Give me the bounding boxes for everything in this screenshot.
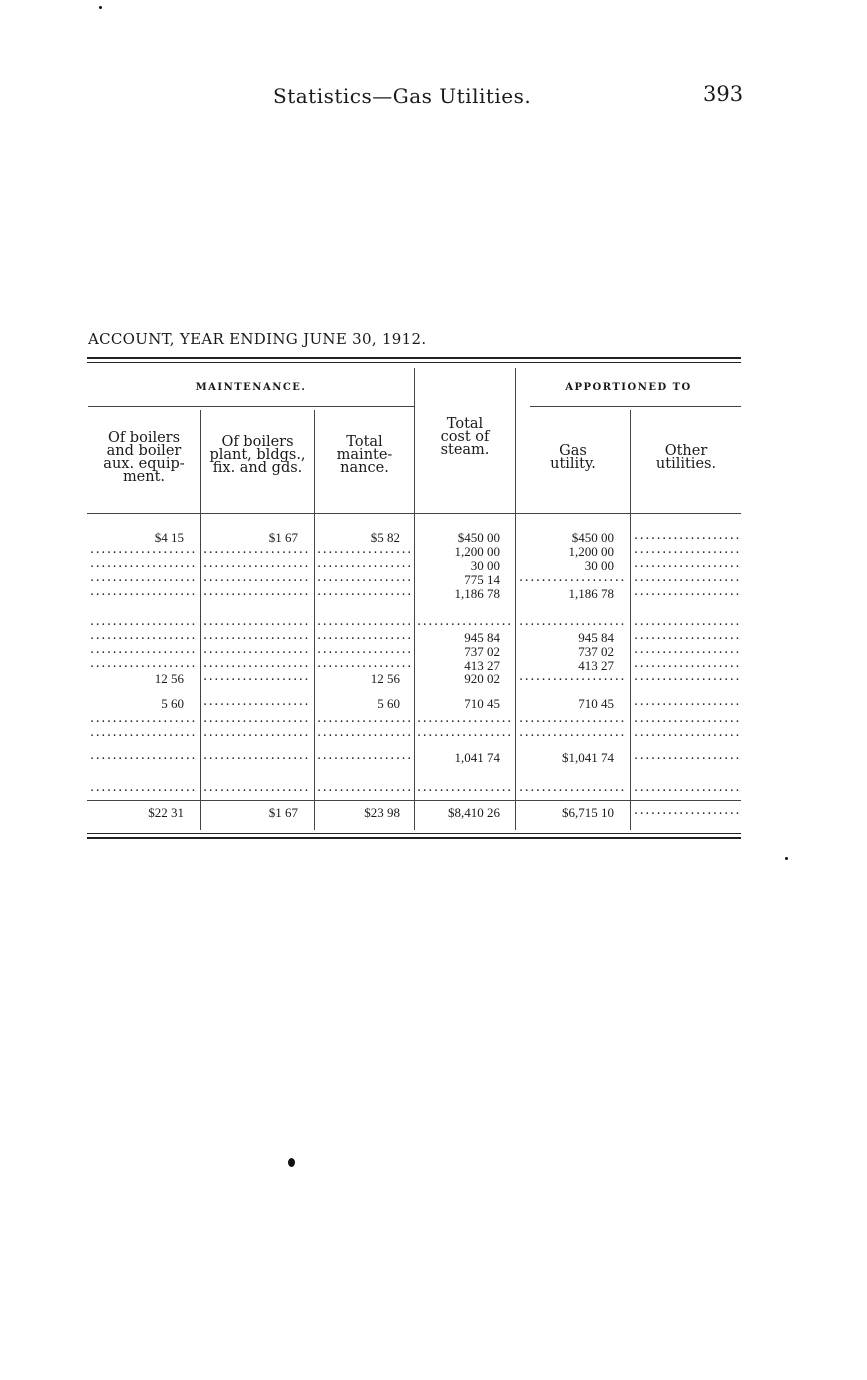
table-cell: 12 56 xyxy=(370,671,400,686)
total-cell: $22 31 xyxy=(148,805,184,820)
column-header-line: utilities. xyxy=(655,456,717,472)
leader-dots xyxy=(634,557,740,570)
leader-dots xyxy=(203,657,311,670)
leader-dots xyxy=(634,585,740,598)
table-cell: 737 02 xyxy=(578,644,614,659)
table-cell: $450 00 xyxy=(457,530,500,545)
leader-dots xyxy=(90,585,198,598)
col-rule-5 xyxy=(630,410,631,830)
total-cell: $1 67 xyxy=(268,805,298,820)
column-header-line: utility. xyxy=(550,456,596,472)
leader-dots xyxy=(317,781,412,794)
group-header-apportioned: APPORTIONED TO xyxy=(565,382,692,393)
leader-dots xyxy=(90,712,198,725)
page-number: 393 xyxy=(703,82,744,106)
leader-dots xyxy=(203,749,311,762)
leader-dots xyxy=(317,571,412,584)
leader-dots xyxy=(317,629,412,642)
leader-dots xyxy=(317,557,412,570)
leader-dots xyxy=(203,615,311,628)
table-cell: $1 67 xyxy=(268,530,298,545)
table-cell: $1,041 74 xyxy=(562,750,614,765)
leader-dots xyxy=(634,529,740,542)
column-header-c3 xyxy=(315,436,414,475)
leader-dots xyxy=(634,749,740,762)
column-header-c1 xyxy=(88,432,200,484)
table-cell: 1,200 00 xyxy=(454,544,500,559)
column-header-line: mainte- xyxy=(336,447,393,463)
leader-dots xyxy=(203,629,311,642)
apportioned-underline xyxy=(530,406,741,407)
leader-dots xyxy=(519,712,627,725)
leader-dots xyxy=(634,726,740,739)
leader-dots xyxy=(90,629,198,642)
leader-dots xyxy=(519,670,627,683)
top-rule xyxy=(87,357,741,359)
leader-dots xyxy=(317,615,412,628)
leader-dots xyxy=(203,670,311,683)
total-cell: $6,715 10 xyxy=(562,805,614,820)
leader-dots xyxy=(317,749,412,762)
leader-dots xyxy=(90,749,198,762)
total-cell: $8,410 26 xyxy=(448,805,500,820)
leader-dots xyxy=(634,629,740,642)
leader-dots xyxy=(90,657,198,670)
leader-dots xyxy=(90,543,198,556)
column-header-line: fix. and gds. xyxy=(212,460,303,476)
column-header-line: plant, bldgs., xyxy=(209,447,306,463)
leader-dots xyxy=(317,657,412,670)
leader-dots xyxy=(417,615,512,628)
group-header-maintenance: MAINTENANCE. xyxy=(195,382,307,393)
leader-dots xyxy=(317,726,412,739)
column-header-line: Of boilers xyxy=(221,434,294,450)
column-header-line: steam. xyxy=(440,442,490,458)
table-cell: 1,186 78 xyxy=(568,586,614,601)
leader-dots xyxy=(634,670,740,683)
running-head-title: Statistics—Gas Utilities. xyxy=(273,84,532,108)
table-cell: 30 00 xyxy=(470,558,500,573)
table-cell: 1,041 74 xyxy=(454,750,500,765)
leader-dots xyxy=(90,781,198,794)
leader-dots xyxy=(519,571,627,584)
column-header-line: ment. xyxy=(122,469,166,485)
leader-dots xyxy=(90,615,198,628)
leader-dots xyxy=(203,726,311,739)
leader-dots xyxy=(634,643,740,656)
leader-dots xyxy=(519,781,627,794)
table-cell: 1,186 78 xyxy=(454,586,500,601)
leader-dots xyxy=(203,712,311,725)
table-cell: 737 02 xyxy=(464,644,500,659)
column-header-line: Gas xyxy=(559,443,587,459)
column-header-line: Of boilers xyxy=(107,430,181,446)
column-header-line: Other xyxy=(664,443,708,459)
column-header-line: Total xyxy=(446,416,484,432)
column-header-line: cost of xyxy=(440,429,490,445)
table-cell: $4 15 xyxy=(154,530,184,545)
leader-dots xyxy=(634,712,740,725)
leader-dots xyxy=(634,571,740,584)
leader-dots xyxy=(634,615,740,628)
leader-dots xyxy=(634,781,740,794)
table-cell: 1,200 00 xyxy=(568,544,614,559)
bottom-rule-thin xyxy=(87,833,741,834)
table-cell: $5 82 xyxy=(370,530,400,545)
table-cell: 12 56 xyxy=(154,671,184,686)
table-cell: 413 27 xyxy=(578,658,614,673)
table-cell: 5 60 xyxy=(377,696,400,711)
leader-dots xyxy=(203,557,311,570)
leader-dots xyxy=(634,543,740,556)
table-cell: 30 00 xyxy=(584,558,614,573)
leader-dots xyxy=(317,585,412,598)
leader-dots xyxy=(519,726,627,739)
table-cell: 920 02 xyxy=(464,671,500,686)
table-cell: 945 84 xyxy=(464,630,500,645)
leader-dots xyxy=(203,543,311,556)
maintenance-underline xyxy=(88,406,414,407)
leader-dots xyxy=(203,643,311,656)
table-cell: 775 14 xyxy=(464,572,500,587)
table-cell: $450 00 xyxy=(571,530,614,545)
column-header-c6 xyxy=(631,445,741,471)
leader-dots xyxy=(519,615,627,628)
table-cell: 945 84 xyxy=(578,630,614,645)
table-cell: 413 27 xyxy=(464,658,500,673)
leader-dots xyxy=(634,695,740,708)
header-rule xyxy=(87,513,741,514)
column-header-c2 xyxy=(201,436,314,475)
table-title: ACCOUNT, YEAR ENDING JUNE 30, 1912. xyxy=(88,330,427,348)
leader-dots xyxy=(417,726,512,739)
leader-dots xyxy=(203,781,311,794)
leader-dots xyxy=(203,695,311,708)
bottom-rule xyxy=(87,837,741,839)
total-cell: $23 98 xyxy=(364,805,400,820)
column-header-line: and boiler xyxy=(106,443,182,459)
table-cell: 710 45 xyxy=(464,696,500,711)
leader-dots xyxy=(203,585,311,598)
leader-dots xyxy=(417,712,512,725)
print-speck xyxy=(288,1158,295,1167)
print-speck xyxy=(785,857,788,860)
leader-dots xyxy=(317,643,412,656)
leader-dots xyxy=(90,571,198,584)
column-header-c4 xyxy=(415,418,515,457)
print-speck xyxy=(99,6,102,9)
column-header-line: nance. xyxy=(340,460,389,476)
column-header-line: aux. equip- xyxy=(103,456,185,472)
column-header-c5 xyxy=(516,445,630,471)
top-rule-thin xyxy=(87,362,741,363)
totals-rule xyxy=(87,800,741,801)
leader-dots xyxy=(417,781,512,794)
table-cell: 710 45 xyxy=(578,696,614,711)
leader-dots xyxy=(634,657,740,670)
leader-dots xyxy=(634,804,740,817)
leader-dots xyxy=(90,643,198,656)
leader-dots xyxy=(90,557,198,570)
leader-dots xyxy=(203,571,311,584)
leader-dots xyxy=(317,543,412,556)
leader-dots xyxy=(317,712,412,725)
table-cell: 5 60 xyxy=(161,696,184,711)
leader-dots xyxy=(90,726,198,739)
column-header-line: Total xyxy=(346,434,383,450)
